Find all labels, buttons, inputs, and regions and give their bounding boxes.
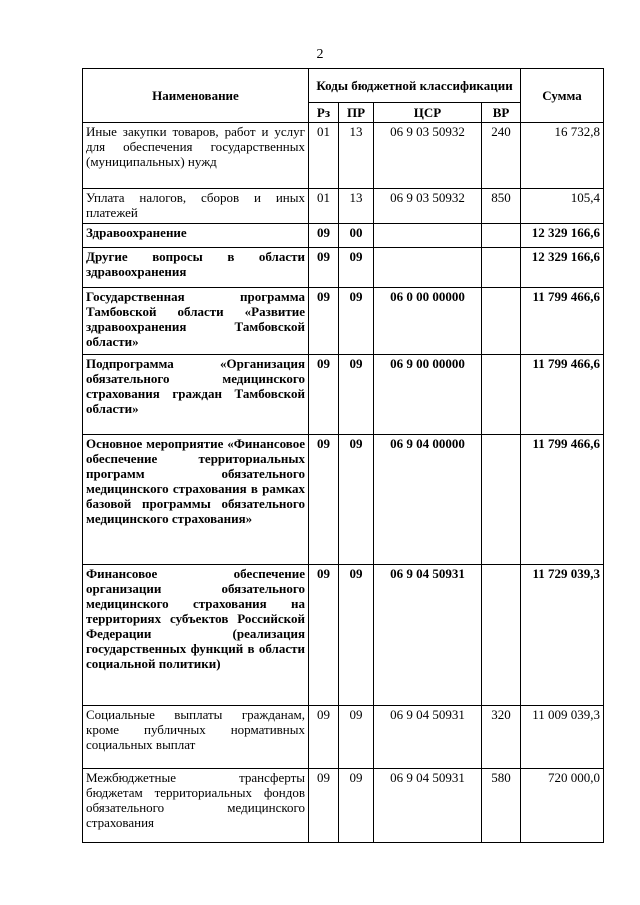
table-row (83, 189, 604, 224)
row-csr: 06 9 03 50932 (374, 189, 482, 224)
row-vr (482, 355, 521, 435)
row-pr: 09 (339, 706, 374, 769)
row-pr: 09 (339, 565, 374, 706)
row-vr (482, 565, 521, 706)
header-pr: ПР (339, 103, 374, 123)
row-vr (482, 288, 521, 355)
row-rz: 01 (309, 123, 339, 189)
row-csr: 06 0 00 00000 (374, 288, 482, 355)
row-rz: 09 (309, 248, 339, 288)
table-row (83, 565, 604, 706)
row-vr: 850 (482, 189, 521, 224)
row-pr: 13 (339, 123, 374, 189)
row-name: Государственная программа Тамбовской области «Развитие здравоохранения Тамбовской области» (83, 288, 309, 355)
row-name: Здравоохранение (83, 224, 309, 248)
row-name: Межбюджетные трансферты бюджетам территориальных фондов обязательного медицинского страхования (83, 769, 309, 843)
row-rz: 09 (309, 288, 339, 355)
row-vr (482, 435, 521, 565)
row-sum: 720 000,0 (521, 769, 604, 843)
row-vr: 240 (482, 123, 521, 189)
row-pr: 09 (339, 248, 374, 288)
row-sum: 11 799 466,6 (521, 288, 604, 355)
row-rz: 09 (309, 565, 339, 706)
header-codes: Коды бюджетной классификации (309, 69, 521, 103)
row-sum: 12 329 166,6 (521, 224, 604, 248)
row-name: Социальные выплаты гражданам, кроме публичных нормативных социальных выплат (83, 706, 309, 769)
row-rz: 09 (309, 769, 339, 843)
row-rz: 09 (309, 355, 339, 435)
row-name: Подпрограмма «Организация обязательного медицинского страхования граждан Тамбовской области» (83, 355, 309, 435)
row-sum: 12 329 166,6 (521, 248, 604, 288)
row-csr: 06 9 04 00000 (374, 435, 482, 565)
row-csr: 06 9 04 50931 (374, 706, 482, 769)
row-name: Финансовое обеспечение организации обязательного медицинского страхования на территориях субъектов Российской Федерации (реализация государственных функций в области социальной политики) (83, 565, 309, 706)
row-name: Основное мероприятие «Финансовое обеспечение территориальных программ обязательного медицинского страхования в рамках базовой программы обязательного медицинского страхования» (83, 435, 309, 565)
row-rz: 09 (309, 706, 339, 769)
table-row (83, 248, 604, 288)
row-rz: 09 (309, 224, 339, 248)
table-body (83, 123, 604, 843)
header-rz: Рз (309, 103, 339, 123)
page-number: 2 (316, 47, 324, 62)
row-pr: 09 (339, 435, 374, 565)
row-vr: 580 (482, 769, 521, 843)
row-vr (482, 248, 521, 288)
row-name: Иные закупки товаров, работ и услуг для обеспечения государственных (муниципальных) нужд (83, 123, 309, 189)
row-name: Другие вопросы в области здравоохранения (83, 248, 309, 288)
row-sum: 105,4 (521, 189, 604, 224)
header-csr: ЦСР (374, 103, 482, 123)
row-pr: 09 (339, 355, 374, 435)
table-row (83, 288, 604, 355)
row-pr: 00 (339, 224, 374, 248)
row-csr: 06 9 03 50932 (374, 123, 482, 189)
table-row (83, 224, 604, 248)
row-name: Уплата налогов, сборов и иных платежей (83, 189, 309, 224)
row-csr: 06 9 04 50931 (374, 769, 482, 843)
budget-table (82, 68, 604, 843)
row-sum: 11 729 039,3 (521, 565, 604, 706)
table-row (83, 355, 604, 435)
table-row (83, 769, 604, 843)
table-row (83, 123, 604, 189)
row-sum: 11 799 466,6 (521, 435, 604, 565)
header-vr: ВР (482, 103, 521, 123)
row-vr (482, 224, 521, 248)
row-vr: 320 (482, 706, 521, 769)
row-sum: 11 009 039,3 (521, 706, 604, 769)
row-csr (374, 224, 482, 248)
row-csr: 06 9 00 00000 (374, 355, 482, 435)
row-pr: 13 (339, 189, 374, 224)
row-csr (374, 248, 482, 288)
row-pr: 09 (339, 769, 374, 843)
table-row (83, 435, 604, 565)
row-csr: 06 9 04 50931 (374, 565, 482, 706)
row-rz: 01 (309, 189, 339, 224)
row-rz: 09 (309, 435, 339, 565)
header-name: Наименование (83, 69, 309, 123)
table-row (83, 706, 604, 769)
row-sum: 11 799 466,6 (521, 355, 604, 435)
header-sum: Сумма (521, 69, 604, 123)
row-pr: 09 (339, 288, 374, 355)
row-sum: 16 732,8 (521, 123, 604, 189)
